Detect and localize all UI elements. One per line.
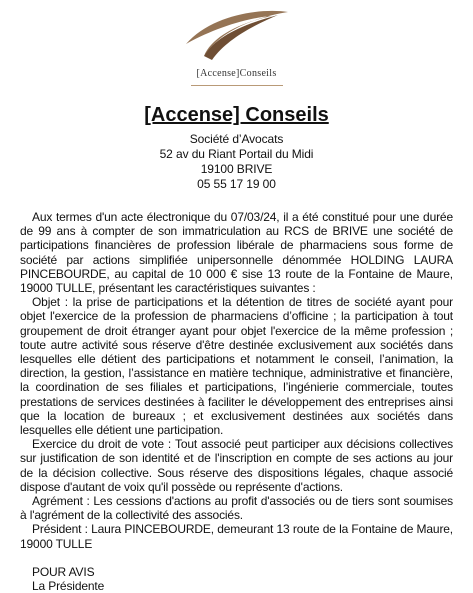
paragraph-president: Président : Laura PINCEBOURDE, demeurant 13 route de la Fontaine de Maure, 19000 TULLE [20, 522, 453, 551]
logo-divider [191, 85, 283, 86]
firm-type: Société d’Avocats [189, 132, 284, 146]
firm-phone: 05 55 17 19 00 [197, 177, 276, 191]
firm-logo [0, 0, 473, 100]
firm-street: 52 av du Riant Portail du Midi [159, 147, 314, 161]
firm-header [0, 104, 473, 192]
notice-body [20, 210, 453, 593]
paragraph-constitution: Aux termes d'un acte électronique du 07/03/24, il a été constitué pour une durée de 99 ans à compter de son immatriculation au RCS de BRIVE une société de participations financières de profession libérale de pharmaciens sous forme de société par actions simplifiée unipersonnelle dénommée HOLDING LAURA PINCEBOURDE, au capital de 10 000 € sise 13 route de la Fontaine de Maure, 19000 TULLE, présentant les caractéristiques suivantes : [20, 210, 453, 296]
closing-signatory: La Présidente [32, 579, 105, 593]
firm-city: 19100 BRIVE [200, 162, 273, 176]
paragraph-vote: Exercice du droit de vote : Tout associé peut participer aux décisions collectives sur justification de son identité et de l'inscription en compte de ses actions au jour de la décision collective. Sous réserve des dispositions légales, chaque associé dispose d'autant de voix qu'il possède ou représente d'actions. [20, 437, 453, 494]
swoosh-icon [182, 6, 292, 66]
logo-text: [Accense]Conseils [196, 68, 277, 79]
paragraph-objet: Objet : la prise de participations et la détention de titres de société ayant pour objet l'exercice de la profession de pharmaciens d’officine ; la participation à tout groupement de droit étranger ayant pour objet l'exercice de la même profession ; toute autre activité sous réserve d'être destinée exclusivement aux sociétés dans lesquelles elle détient des participations et notamment le conseil, l’animation, la direction, la gestion, l’assistance en matière technique, administrative et financière, la coordination de ses filiales et participations, l’ingénierie commerciale, toutes prestations de services destinées à faciliter le développement des entreprises ainsi que la location de bureaux ; et exclusivement destinées aux sociétés dans lesquelles elle détient une participation. [20, 295, 453, 438]
firm-name: [Accense] Conseils [144, 104, 329, 126]
paragraph-agrement: Agrément : Les cessions d'actions au profit d'associés ou de tiers sont soumises à l'agrément de la collectivité des associés. [20, 494, 453, 523]
closing-pour-avis: POUR AVIS [32, 564, 95, 579]
